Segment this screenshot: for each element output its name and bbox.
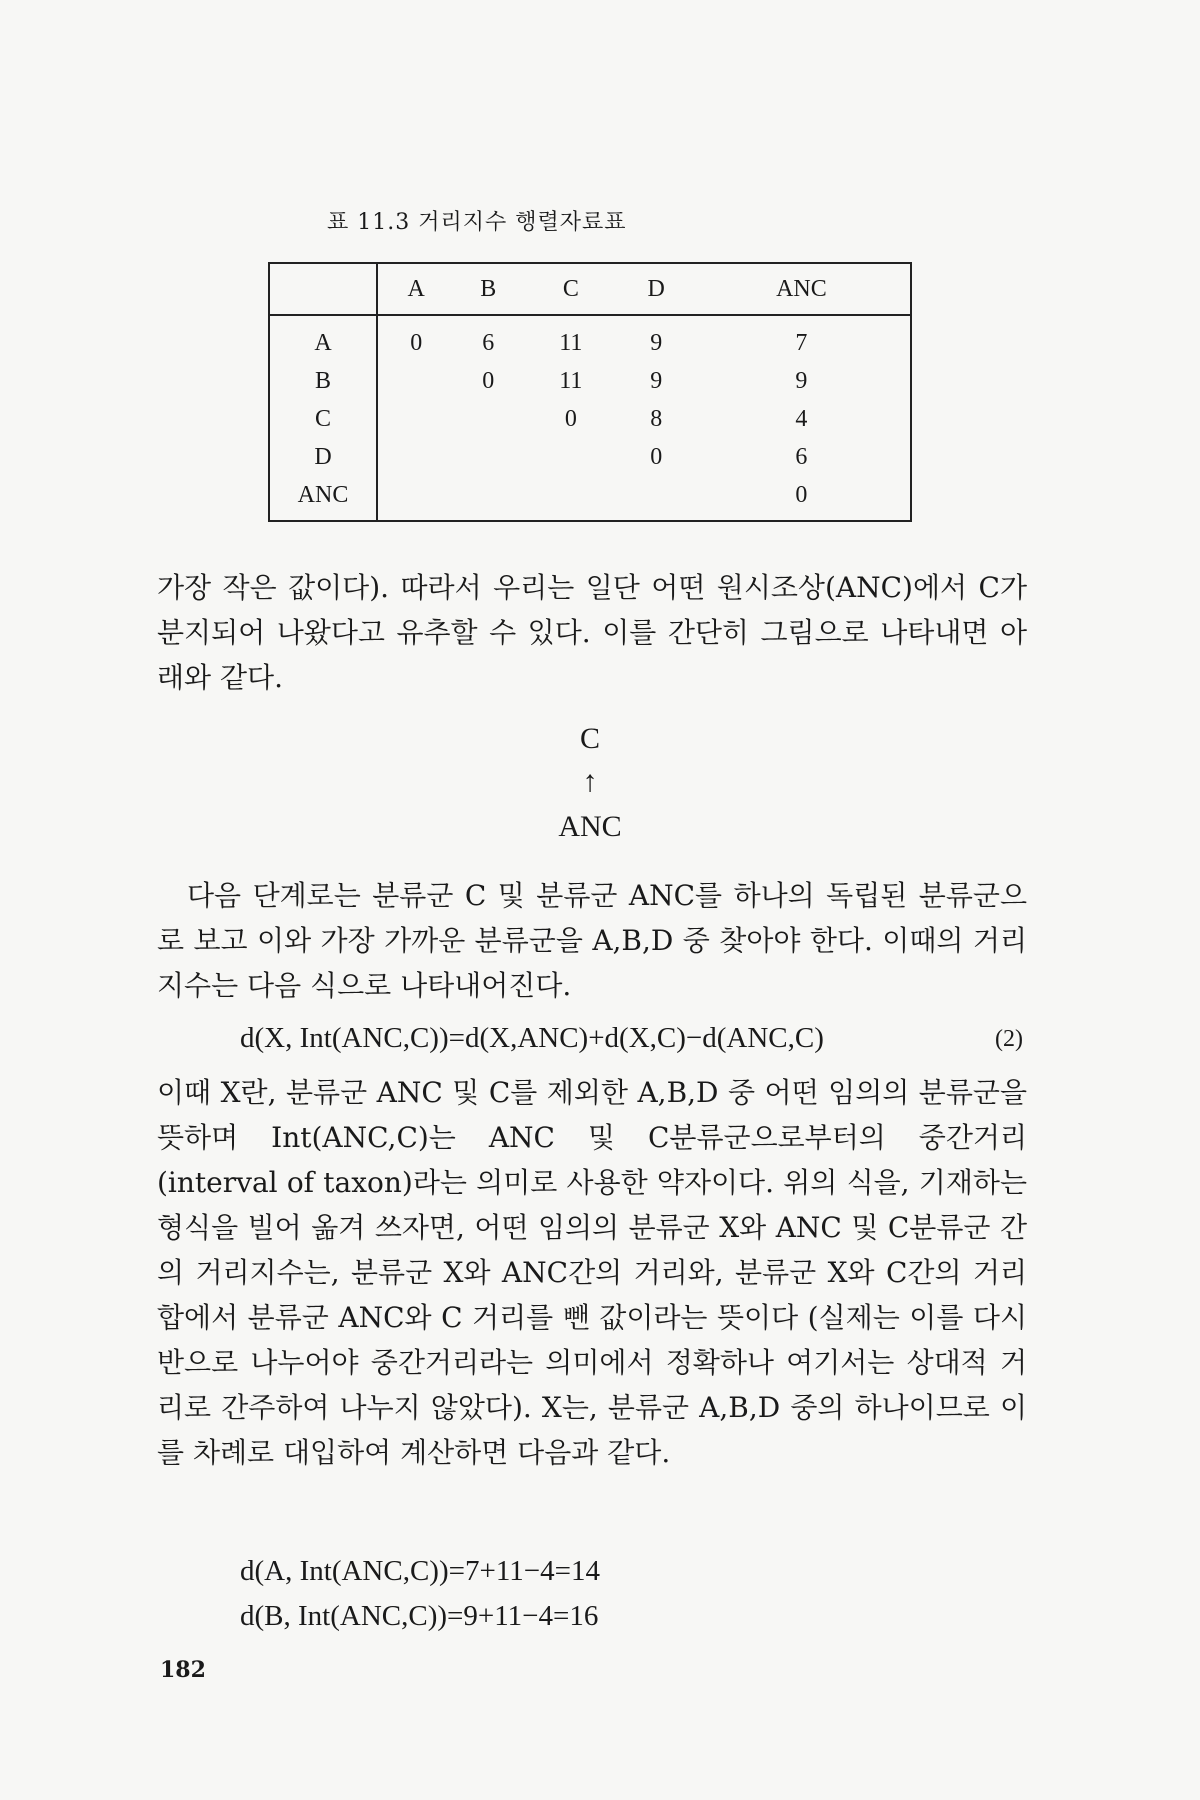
table-row	[269, 362, 911, 400]
row-label: ANC	[269, 476, 377, 521]
table-cell: 9	[650, 329, 663, 356]
table-cell: 0	[564, 405, 577, 432]
equation-number: (2)	[995, 1026, 1023, 1052]
table-cell: 8	[650, 405, 663, 432]
table-cell: 0	[650, 443, 663, 470]
table-row	[269, 315, 911, 362]
table-cell: 0	[482, 367, 495, 394]
header-cell: D	[620, 263, 693, 315]
table-row	[269, 438, 911, 476]
equation-2: d(X, Int(ANC,C))=d(X,ANC)+d(X,C)−d(ANC,C)	[240, 1022, 824, 1054]
table-cell	[454, 438, 522, 476]
header-cell: B	[454, 263, 522, 315]
table-cell	[377, 362, 454, 400]
row-label: A	[269, 315, 377, 362]
result-equation-b: d(B, Int(ANC,C))=9+11−4=16	[240, 1600, 599, 1632]
row-label: D	[269, 438, 377, 476]
table-cell: 9	[650, 367, 663, 394]
table-cell: 6	[482, 329, 495, 356]
table-cell	[377, 476, 454, 521]
header-cell: A	[377, 263, 454, 315]
table-cell: 9	[693, 362, 911, 400]
table-cell	[377, 438, 454, 476]
table-cell	[454, 476, 522, 521]
table-cell: 4	[693, 400, 911, 438]
table-cell	[620, 476, 693, 521]
table-caption: 표 11.3 거리지수 행렬자료표	[327, 210, 627, 235]
header-cell: ANC	[693, 263, 911, 315]
paragraph-2: 다음 단계로는 분류군 C 및 분류군 ANC를 하나의 독립된 분류군으로 보고 이와 가장 가까운 분류군을 A,B,D 중 찾아야 한다. 이때의 거리지수는 다음 식으로 나타내어진다.	[157, 879, 1027, 1002]
arrow-up-icon: ↑	[582, 765, 598, 798]
table-cell: 0	[693, 476, 911, 521]
table-cell	[522, 476, 620, 521]
table-header-row	[269, 263, 911, 315]
distance-matrix-table	[268, 262, 912, 522]
page-number: 182	[160, 1657, 206, 1683]
table-cell: 11	[559, 367, 583, 394]
paragraph-3: 이때 X란, 분류군 ANC 및 C를 제외한 A,B,D 중 어떤 임의의 분류군을 뜻하며 Int(ANC,C)는 ANC 및 C분류군으로부터의 중간거리(interval of taxon)라는 의미로 사용한 약자이다. 위의 식을, 기재하는 형식을 빌어 옮겨 쓰자면, 어떤 임의의 분류군 X와 ANC 및 C분류군 간의 거리지수는, 분류군 X와 ANC간의 거리와, 분류군 X와 C간의 거리 합에서 분류군 ANC와 C 거리를 뺀 값이라는 뜻이다 (실제는 이를 다시 반으로 나누어야 중간거리라는 의미에서 정확하나 여기서는 상대적 거리로 간주하여 나누지 않았다). X는, 분류군 A,B,D 중의 하나이므로 이를 차례로 대입하여 계산하면 다음과 같다.	[157, 1076, 1027, 1469]
table-cell: 11	[559, 329, 583, 356]
table-row	[269, 476, 911, 521]
result-equation-a: d(A, Int(ANC,C))=7+11−4=14	[240, 1555, 600, 1587]
row-label: B	[269, 362, 377, 400]
row-label: C	[269, 400, 377, 438]
table-cell: 7	[693, 315, 911, 362]
table-cell	[377, 400, 454, 438]
diagram-top-label: C	[579, 722, 600, 755]
table-cell: 6	[693, 438, 911, 476]
table-cell: 0	[410, 329, 423, 356]
diagram-bottom-label: ANC	[558, 810, 622, 843]
table-row	[269, 400, 911, 438]
header-cell: C	[522, 263, 620, 315]
table-cell	[522, 438, 620, 476]
paragraph-1: 가장 작은 값이다). 따라서 우리는 일단 어떤 원시조상(ANC)에서 C가 분지되어 나왔다고 유추할 수 있다. 이를 간단히 그림으로 나타내면 아래와 같다.	[157, 571, 1027, 694]
table-cell	[454, 400, 522, 438]
header-corner	[269, 263, 377, 315]
